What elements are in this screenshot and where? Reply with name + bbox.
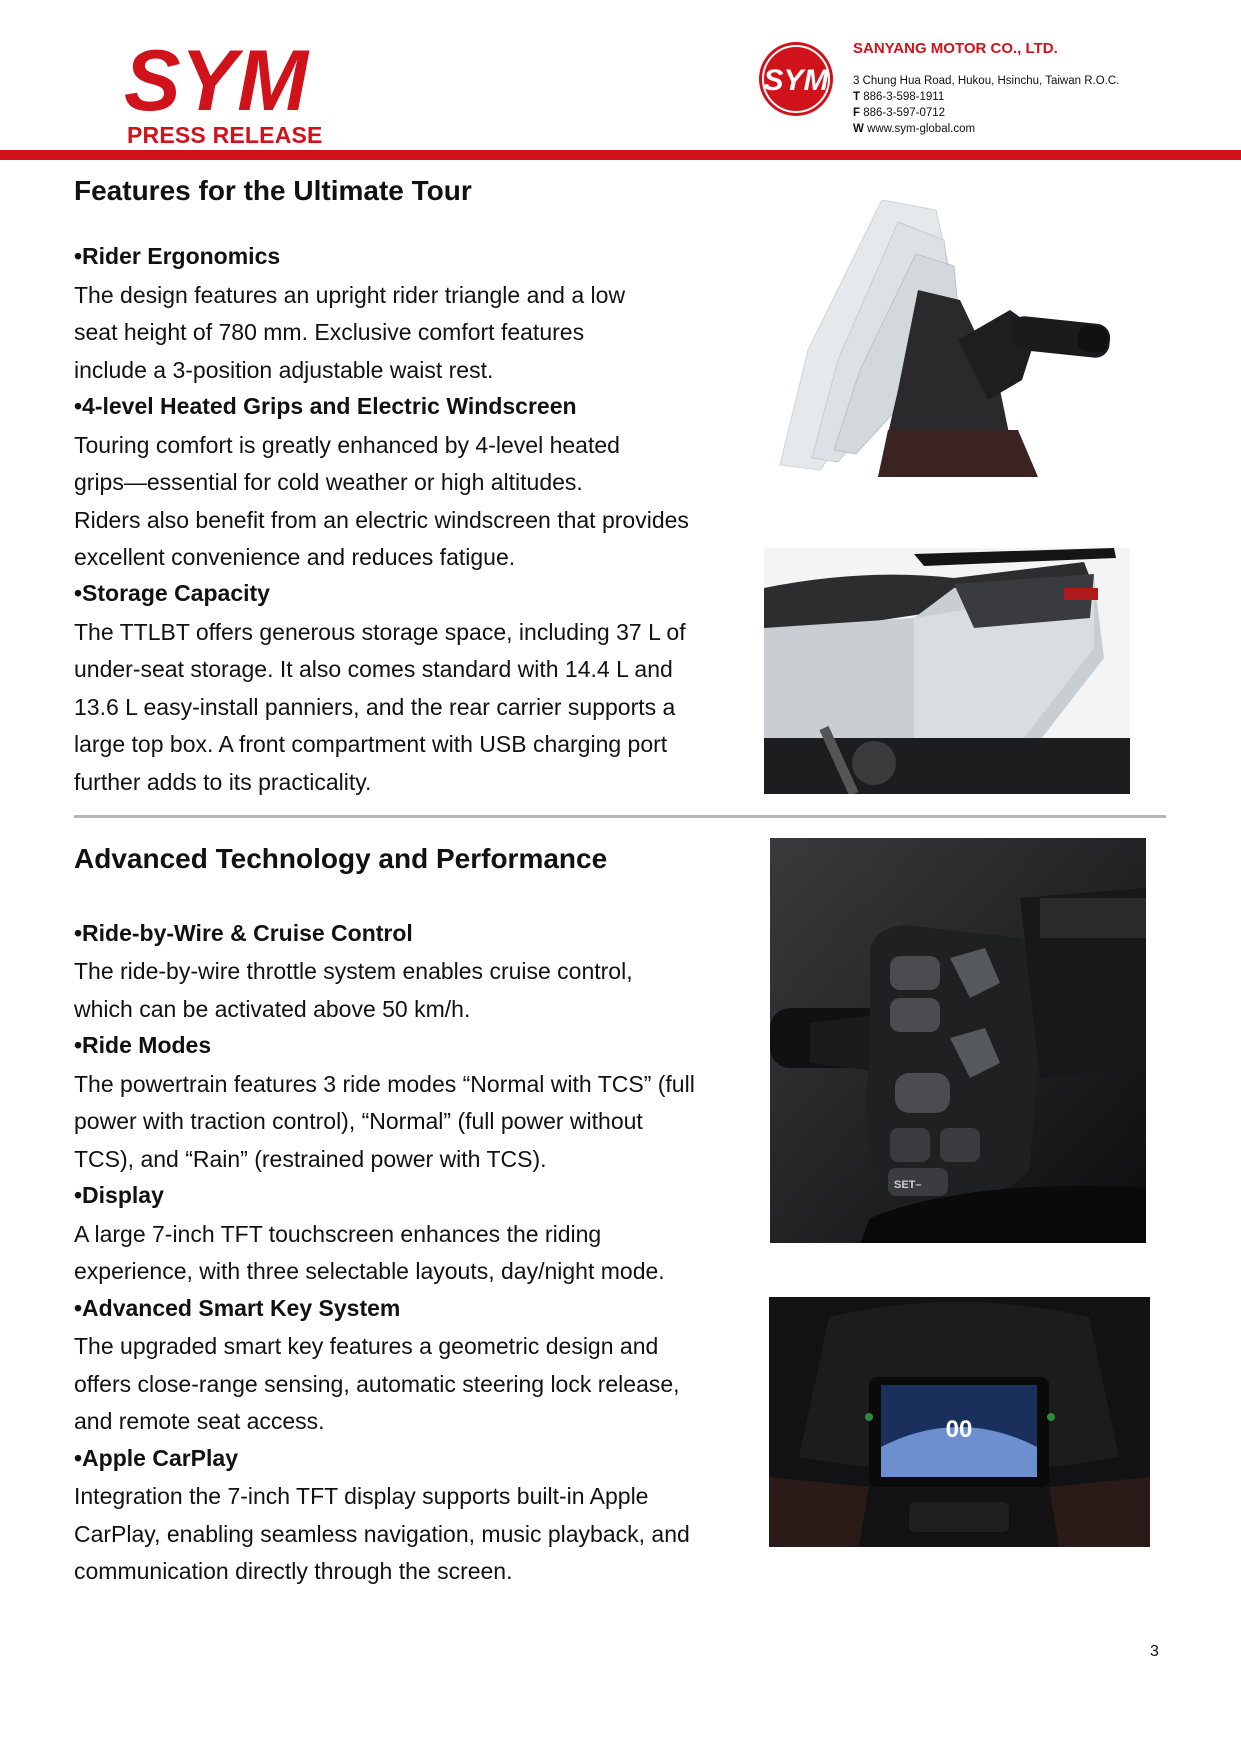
company-name: SANYANG MOTOR CO., LTD. bbox=[853, 40, 1058, 57]
paragraph-line: grips—essential for cold weather or high altitudes. bbox=[74, 469, 583, 495]
web-label: W bbox=[853, 123, 864, 135]
feature-heading-apple-carplay: •Apple CarPlay bbox=[74, 1445, 238, 1471]
web-url: www.sym-global.com bbox=[867, 123, 976, 135]
tft-display-photo bbox=[769, 1297, 1150, 1547]
paragraph-line: offers close-range sensing, automatic steering lock release, bbox=[74, 1371, 680, 1397]
paragraph-line: The powertrain features 3 ride modes “Normal with TCS” (full bbox=[74, 1071, 695, 1097]
storage-panniers-photo bbox=[764, 548, 1130, 794]
company-fax bbox=[853, 106, 945, 120]
paragraph-line: include a 3-position adjustable waist rest. bbox=[74, 357, 494, 383]
phone-label: T bbox=[853, 91, 861, 103]
feature-heading-storage: •Storage Capacity bbox=[74, 580, 270, 606]
paragraph-line: TCS), and “Rain” (restrained power with TCS). bbox=[74, 1146, 547, 1172]
paragraph-line: Riders also benefit from an electric windscreen that provides bbox=[74, 507, 689, 533]
logo-text: SYM bbox=[124, 40, 311, 120]
badge-text: SYM bbox=[763, 64, 829, 97]
set-button-label: SET– bbox=[894, 1179, 922, 1191]
feature-heading-ride-by-wire: •Ride-by-Wire & Cruise Control bbox=[74, 920, 413, 946]
paragraph-line: further adds to its practicality. bbox=[74, 769, 372, 795]
feature-heading-smart-key: •Advanced Smart Key System bbox=[74, 1295, 401, 1321]
tft-speed-readout: 00 bbox=[945, 1416, 973, 1443]
paragraph-line: excellent convenience and reduces fatigue. bbox=[74, 544, 516, 570]
paragraph-line: experience, with three selectable layouts, day/night mode. bbox=[74, 1258, 665, 1284]
company-address: 3 Chung Hua Road, Hukou, Hsinchu, Taiwan R.O.C. bbox=[853, 75, 1120, 87]
windscreen-grip-photo bbox=[778, 200, 1132, 477]
sym-logo bbox=[122, 40, 312, 120]
fax-number: 886-3-597-0712 bbox=[863, 107, 946, 119]
section-title-advanced-technology: Advanced Technology and Performance bbox=[74, 843, 608, 874]
paragraph-line: Integration the 7-inch TFT display supports built-in Apple bbox=[74, 1483, 649, 1509]
header-red-bar bbox=[0, 150, 1241, 160]
paragraph-line: Touring comfort is greatly enhanced by 4-level heated bbox=[74, 432, 620, 458]
paragraph-line: The design features an upright rider triangle and a low bbox=[74, 282, 626, 308]
paragraph-line: 13.6 L easy-install panniers, and the rear carrier supports a bbox=[74, 694, 676, 720]
press-release-label: PRESS RELEASE bbox=[127, 122, 323, 148]
sym-badge-logo bbox=[756, 40, 836, 118]
paragraph-line: A large 7-inch TFT touchscreen enhances the riding bbox=[74, 1221, 602, 1247]
section-title-ultimate-tour: Features for the Ultimate Tour bbox=[74, 175, 472, 206]
switchgear-photo bbox=[770, 838, 1146, 1243]
feature-heading-heated-grips: •4-level Heated Grips and Electric Windscreen bbox=[74, 393, 577, 419]
paragraph-line: large top box. A front compartment with USB charging port bbox=[74, 731, 668, 757]
section-divider bbox=[74, 815, 1166, 818]
company-web bbox=[853, 122, 975, 136]
paragraph-line: The TTLBT offers generous storage space, including 37 L of bbox=[74, 619, 686, 645]
phone-number: 886-3-598-1911 bbox=[863, 91, 945, 103]
paragraph-line: power with traction control), “Normal” (full power without bbox=[74, 1108, 643, 1134]
paragraph-line: and remote seat access. bbox=[74, 1408, 325, 1434]
paragraph-line: CarPlay, enabling seamless navigation, music playback, and bbox=[74, 1521, 690, 1547]
paragraph-line: The ride-by-wire throttle system enables cruise control, bbox=[74, 958, 633, 984]
feature-heading-display: •Display bbox=[74, 1182, 164, 1208]
paragraph-line: communication directly through the screen. bbox=[74, 1558, 513, 1584]
page-number: 3 bbox=[1150, 1643, 1159, 1660]
company-phone bbox=[853, 90, 944, 104]
feature-heading-ride-modes: •Ride Modes bbox=[74, 1032, 212, 1058]
paragraph-line: The upgraded smart key features a geometric design and bbox=[74, 1333, 659, 1359]
fax-label: F bbox=[853, 107, 861, 119]
paragraph-line: under-seat storage. It also comes standard with 14.4 L and bbox=[74, 656, 673, 682]
paragraph-line: seat height of 780 mm. Exclusive comfort features bbox=[74, 319, 585, 345]
paragraph-line: which can be activated above 50 km/h. bbox=[74, 996, 471, 1022]
feature-heading-rider-ergonomics: •Rider Ergonomics bbox=[74, 243, 281, 269]
